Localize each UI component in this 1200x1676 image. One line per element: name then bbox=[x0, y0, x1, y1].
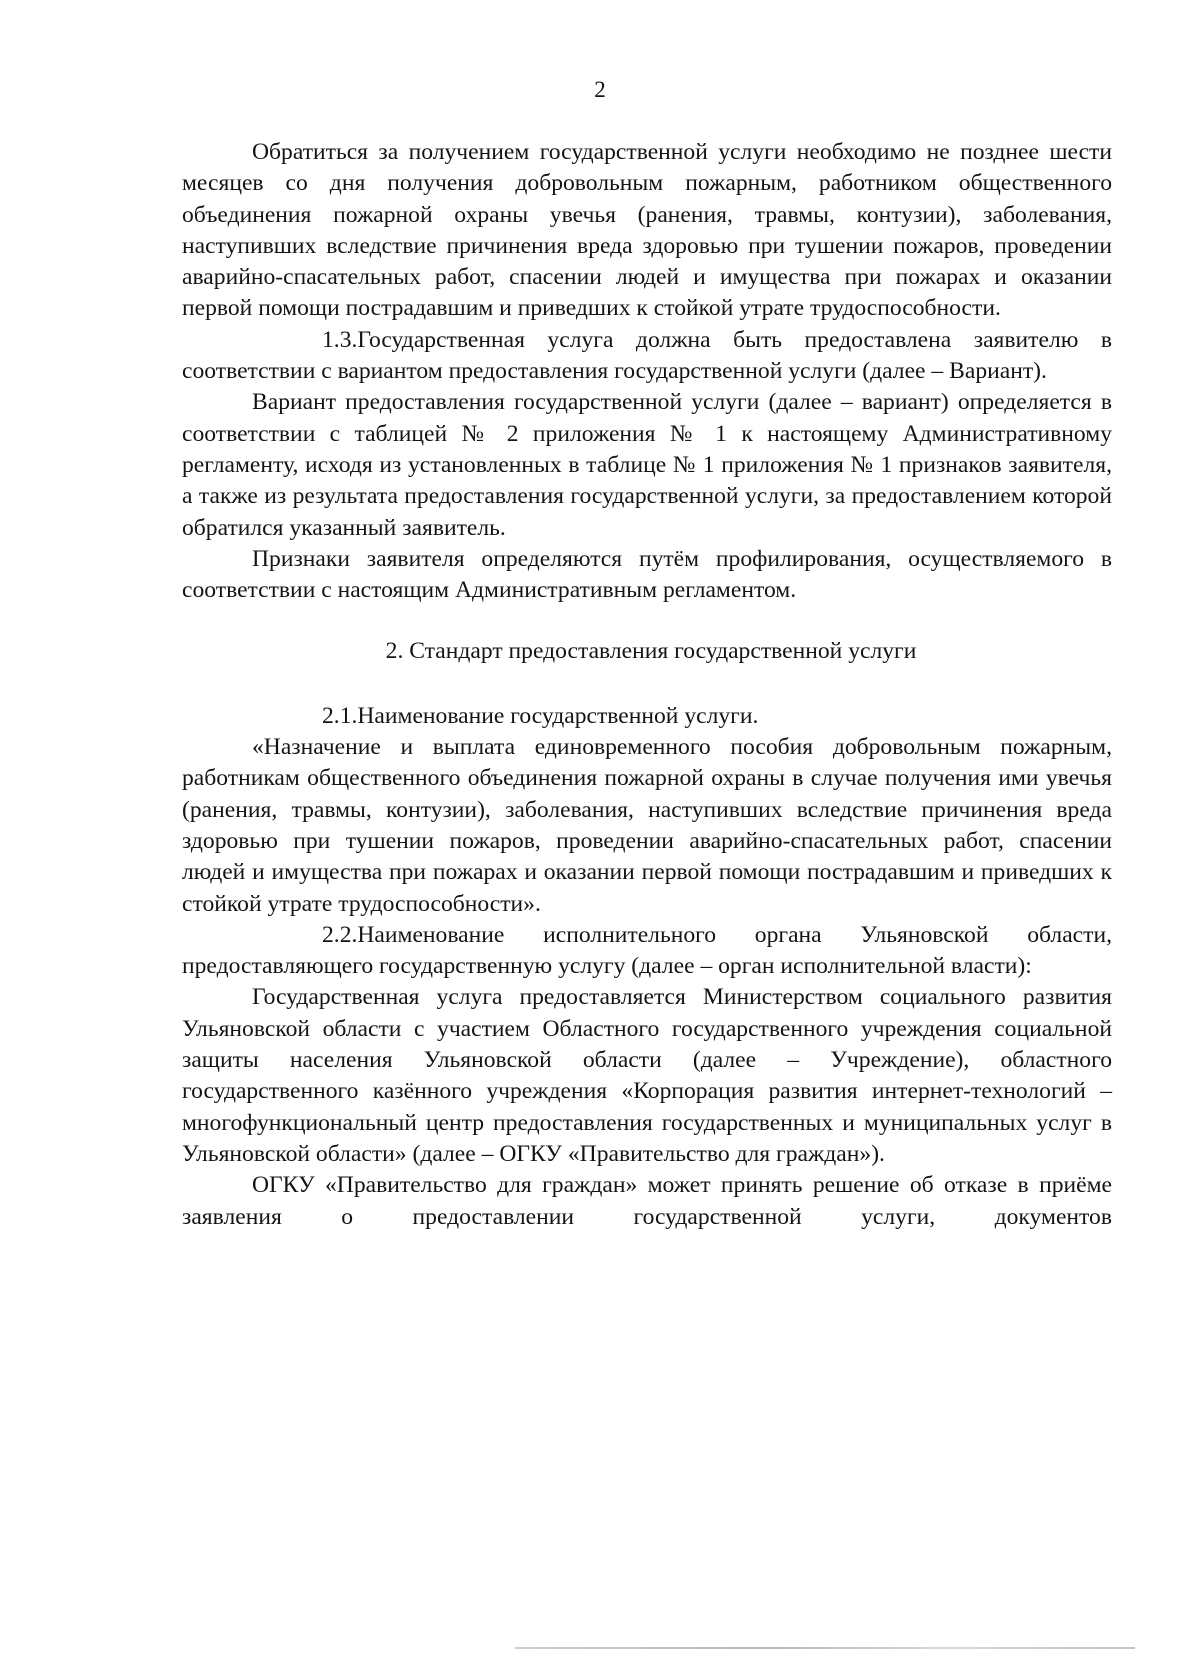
paragraph-service-provider: Государственная услуга предоставляется Министерством социального развития Ульяновской области с участием Областного государственного учреждения социальной защиты населения Ульяновской области (далее – Учреждение), областного государственного казённого учреждения «Корпорация развития интернет-технологий – многофункциональный центр предоставления государственных и муниципальных услуг в Ульяновской области» (далее – ОГКУ «Правительство для граждан»). bbox=[182, 984, 1112, 1167]
paragraph-application-deadline: Обратиться за получением государственной услуги необходимо не позднее шести месяцев со дня получения добровольным пожарным, работником общественного объединения пожарной охраны увечья (ранения, травмы, контузии), заболевания, наступивших вследствие причинения вреда здоровью при тушении пожаров, проведении аварийно-спасательных работ, спасении людей и имущества при пожарах и оказании первой помощи пострадавшим и приведших к стойкой утрате трудоспособности. bbox=[182, 139, 1112, 322]
scan-artifact-line bbox=[515, 1647, 1135, 1649]
paragraph-applicant-criteria: Признаки заявителя определяются путём профилирования, осуществляемого в соответствии с настоящим Административным регламентом. bbox=[182, 545, 1112, 604]
paragraph-1-3 bbox=[182, 325, 1112, 388]
paragraph-2-1 bbox=[182, 701, 1112, 732]
paragraph-service-name: «Назначение и выплата единовременного пособия добровольным пожарным, работникам общественного объединения пожарной охраны в случае получения ими увечья (ранения, травмы, контузии), заболевания, наступивших вследствие причинения вреда здоровью при тушении пожаров, проведении аварийно-спасательных работ, спасении людей и имущества при пожарах и оказании первой помощи пострадавшим и приведших к стойкой утрате трудоспособности». bbox=[182, 734, 1112, 917]
clause-text: Наименование исполнительного органа Ульяновской области, предоставляющего государственную услугу (далее – орган исполнительной власти): bbox=[182, 921, 1112, 980]
paragraph-variant-definition: Вариант предоставления государственной услуги (далее – вариант) определяется в соответствии с таблицей № 2 приложения № 1 к настоящему Административному регламенту, исходя из установленных в таблице № 1 приложения № 1 признаков заявителя, а также из результата предоставления государственной услуги, за предоставлением которой обратился указанный заявитель. bbox=[182, 389, 1112, 541]
clause-text: Наименование государственной услуги. bbox=[357, 702, 759, 729]
page-number: 2 bbox=[594, 77, 606, 102]
clause-number: 2.1. bbox=[322, 702, 358, 729]
clause-number: 1.3. bbox=[322, 326, 358, 353]
section-heading: 2. Стандарт предоставления государственной услуги bbox=[385, 638, 917, 665]
clause-number: 2.2. bbox=[322, 921, 358, 948]
document-body bbox=[182, 137, 1112, 1233]
paragraph-refusal: ОГКУ «Правительство для граждан» может принять решение об отказе в приёме заявления о предоставлении государственной услуги, документов bbox=[182, 1172, 1112, 1230]
paragraph-2-2 bbox=[182, 920, 1112, 983]
clause-text: Государственная услуга должна быть предоставлена заявителю в соответствии с вариантом предоставления государственной услуги (далее – Вариант). bbox=[182, 326, 1112, 385]
